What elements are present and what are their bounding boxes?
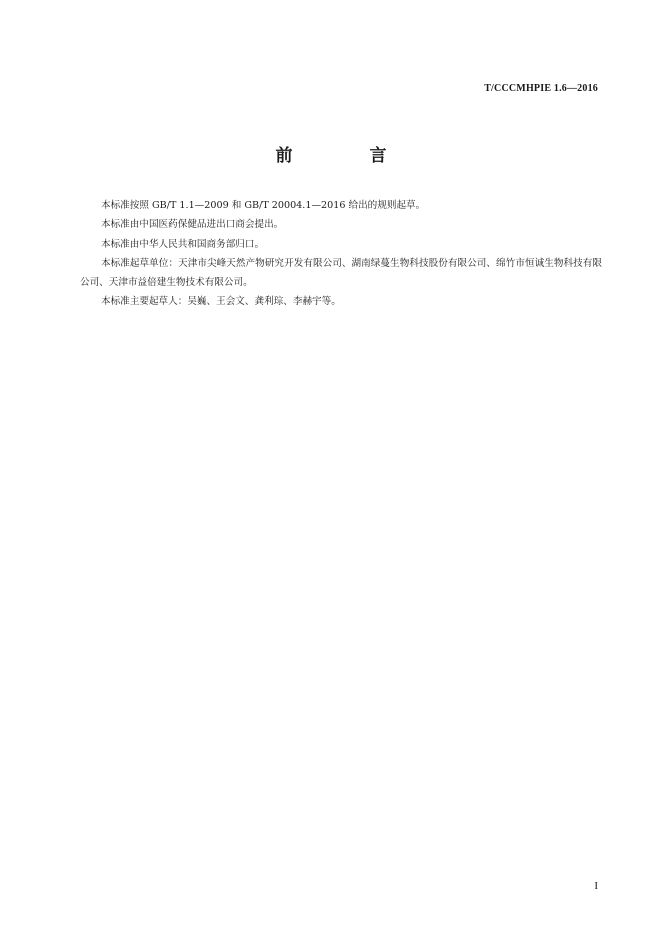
- paragraph-drafting-rules: 本标准按照 GB/T 1.1—2009 和 GB/T 20004.1—2016 给出的规则起草。: [101, 200, 426, 211]
- page-number: I: [594, 880, 598, 892]
- standard-code: T/CCCMHPIE 1.6—2016: [484, 83, 598, 94]
- document-body: [80, 196, 602, 312]
- paragraph-drafting-units: 本标准起草单位：天津市尖峰天然产物研究开发有限公司、湖南绿蔓生物科技股份有限公司、绵竹市恒诚生物科技有限公司、天津市益倍建生物技术有限公司。: [80, 257, 602, 289]
- page-title: 前 言: [275, 146, 417, 166]
- paragraph-drafters: 本标准主要起草人：吴巍、王会文、龚利琮、李赫宇等。: [101, 296, 341, 308]
- paragraph-proposer: 本标准由中国医药保健品进出口商会提出。: [101, 219, 284, 231]
- paragraph-centralized-by: 本标准由中华人民共和国商务部归口。: [101, 238, 265, 250]
